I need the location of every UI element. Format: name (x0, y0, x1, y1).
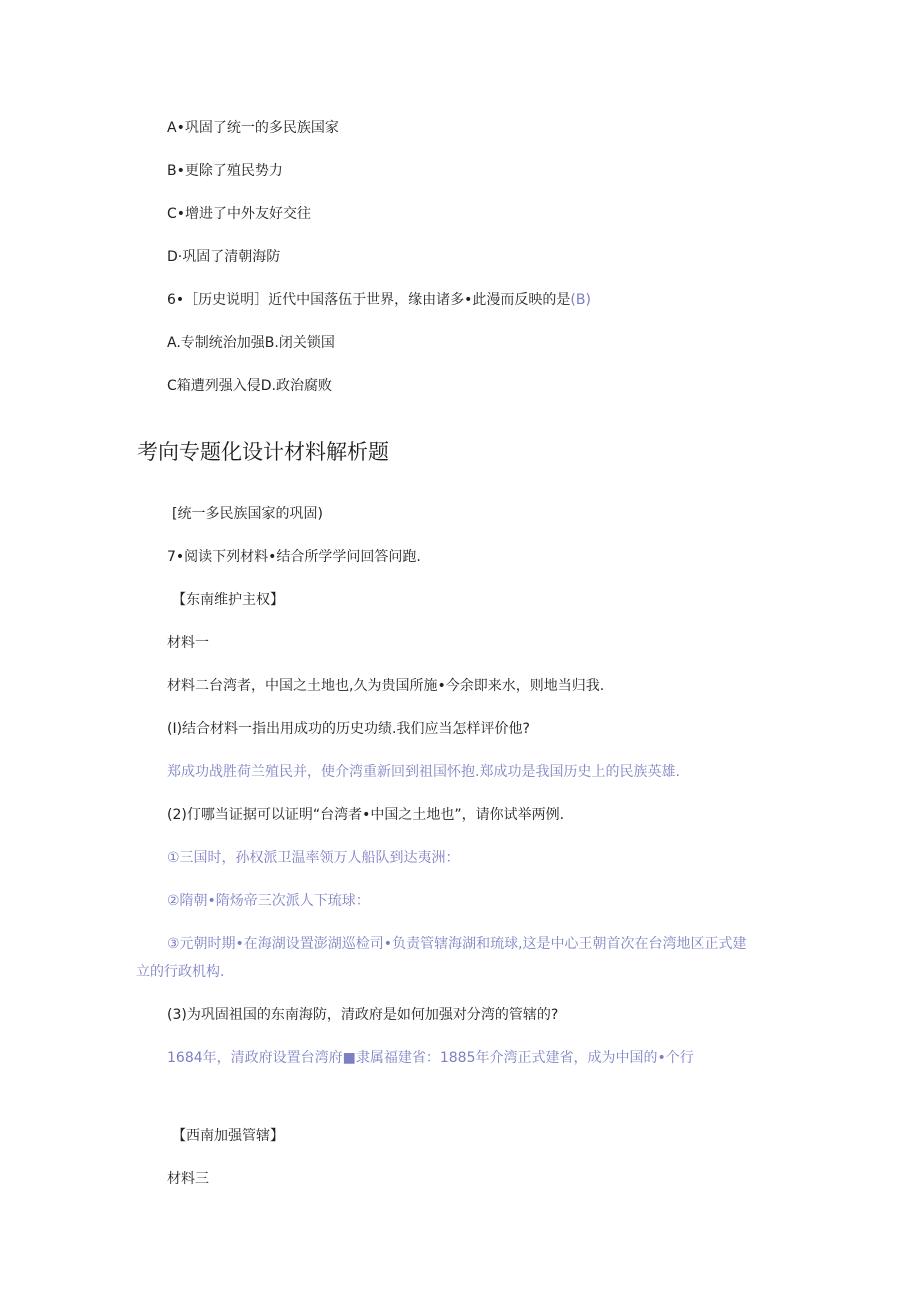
sub-question-1: (I)结合材料一指出用成功的历史功绩.我们应当怎样评价他? (167, 721, 530, 737)
part2-title: 【西南加强管辖】 (172, 1128, 284, 1144)
material-2: 材料二台湾者，中国之土地也,久为贵国所施•今余即来水，则地当归我. (167, 678, 605, 694)
material-3-label: 材料三 (167, 1171, 209, 1187)
question-7-stem: 7•阅读下列材料•结合所学学问回答问跑. (167, 549, 421, 565)
question-6-stem: 6•［历史说明］近代中国落伍于世界，缘由诸多•此漫而反映的是 (167, 292, 571, 308)
question-6 (167, 290, 591, 310)
question-6-options-cd: C箱遭列强入侵D.政治腐败 (167, 378, 333, 394)
material-1-label: 材料一 (167, 635, 209, 651)
sub-answer-2-1: ①三国时，孙权派卫温率领万人船队到达夷洲： (167, 850, 460, 866)
option-b: B•更除了殖民势力 (167, 163, 283, 179)
option-c: C•增进了中外友好交往 (167, 206, 312, 222)
option-d: D·巩固了清朝海防 (167, 249, 281, 265)
sub-question-2: (2)仃哪当证据可以证明“台湾者•中国之土地也”，请你试举两例. (167, 807, 565, 823)
part1-title: 【东南维护主权】 (172, 592, 284, 608)
sub-question-3: (3)为巩固祖国的东南海防，清政府是如何加强对分湾的管辖的? (167, 1007, 559, 1023)
sub-answer-1: 郑成功战胜荷兰殖民并，使介湾重新回到祖国怀抱.郑成功是我国历史上的民族英雄. (167, 764, 680, 780)
sub-answer-2-2: ②隋朝•隋炀帝三次派人下琉球： (167, 893, 370, 909)
sub-answer-3: 1684年，清政府设置台湾府■隶属福建省：1885年介湾正式建省，成为中国的•个行 (167, 1050, 694, 1066)
section-topic: [统一多民族国家的巩固) (172, 506, 323, 522)
section-title: 考向专题化设计材料解析题 (137, 440, 389, 464)
question-6-options-ab: A.专制统治加强B.闭关锁国 (167, 335, 335, 351)
sub-answer-2-3a: ③元朝时期•在海湖设置澎湖巡检司•负责管辖海湖和琉球,这是中心王朝首次在台湾地区正式建 (167, 936, 747, 952)
option-a: A•巩固了统一的多民族国家 (167, 120, 339, 136)
question-6-answer: (B) (570, 292, 591, 308)
sub-answer-2-3b: 立的行政机构. (136, 964, 225, 980)
